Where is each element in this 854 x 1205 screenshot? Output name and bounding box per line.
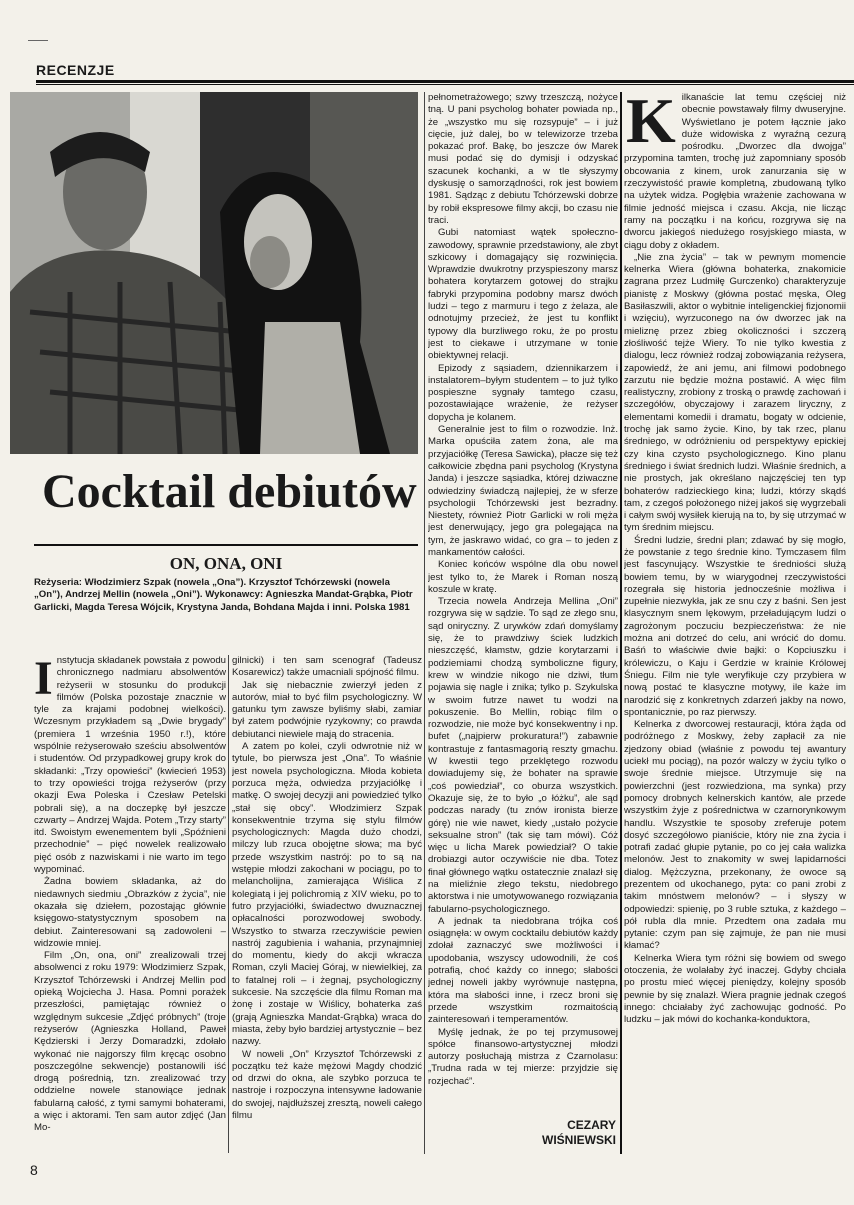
article-column-3: [428, 92, 618, 1132]
column-divider: [228, 655, 229, 1153]
paragraph: pełnometrażowego; szwy trzeszczą, nożyce tną. U pani psycholog bohater powiada np., że „wszystko mu się rozsypuje” – i już cięcie, już dalej, bo w telewizorze trzeba pokazać prof. Bakę, bo jeszcze ów Marek musi podać się do dymisji i odzyskać szacunek kochanki, a w tle słyszymy dyskusję o samorządności, rok jest bowiem 1981. Sądząc z debiutu Tchórzewski dobrze by robił ekspresowe filmy akcji, bo czasu nie traci.: [428, 92, 618, 226]
paragraph: Generalnie jest to film o rozwodzie. Inż. Marka opuściła zatem żona, ale ma przyjaciółkę (Teresa Sawicka), płacze się też całkowicie zbędna pani psycholog (Krystyna Janda) i jeszcze sąsiadka, której dziwaczne odwiedziny świadczą najlepiej, że w sferze psychologii Tchórzewski jest bezradny. Niestety, również Piotr Garlicki w roli męża jest denerwujący, jego gra polegająca na tym, że jaskrawo widać, co gra – to jeden z mankamentów całości.: [428, 424, 618, 558]
paragraph: Myślę jednak, że po tej przymusowej spółce finansowo-artystycznej młodzi autorzy posłuchają mistrza z Czarnolasu: „Trudna rada w tej mierze: przyjdzie się rozjechać”.: [428, 1026, 618, 1087]
film-credits: Reżyseria: Włodzimierz Szpak (nowela „Ona”). Krzysztof Tchórzewski (nowela „On”), Andrzej Mellin (nowela „Oni”). Wykonawcy: Agnieszka Mandat-Grąbka, Piotr Garlicki, Magda Teresa Wójcik, Krystyna Janda, Bohdana Majda i inni. Polska 1981: [34, 577, 413, 613]
paragraph: „Nie zna życia” – tak w pewnym momencie kelnerka Wiera (główna bohaterka, znakomicie zagrana przez Ludmiłę Gurczenko) charakteryzuje pianistę z Moskwy (główna postać męska, Oleg Basiłaszwili, aktor o wybitnie inteligenckiej fizjonomii i wzięciu), wyrzuconego na ów dworzec jak na mieliznę przez zbieg okoliczności i szczerą złośliwość tejże Wiery. To nie tylko kwestia z dialogu, lecz również rodzaj zobowiązania reżysera, zapowiedź, że ani jemu, ani filmowi podobnego zarzutu nie będzie można postawić. A więc film realistyczny, zrobiony z troską o prawdę zachowań i szczegółów, obyczajowy i zarazem liryczny, z elementami komedii i dramatu, bogaty w odcienie, trochę jak samo życie. Kino, by tak rzec, planu średniego, w odróżnieniu od perspektywy epickiej czy kina czysto psychologicznego. Kino planu średniego i świat średnich ludzi. Właśnie średnich, a nie prostych, jak określano najczęściej ten typ bohaterów radzieckiego kina; ludzi, którzy skądś tam, z czegoś położonego niżej jakoś się wygrzebali i całym swój wysiłek kierują na to, by się utrzymać w tym średnim miejscu.: [624, 251, 846, 534]
paragraph: Średni ludzie, średni plan; zdawać by się mogło, że powstanie z tego średnie kino. Tymczasem film jest fascynujący. Wszystkie te średniości służą bowiem temu, by w wiarygodnej rzeczywistości rozegrała się historia jednocześnie możliwa i zupełnie niezwykła, jak ze snu czy z baśni. Sen jest klasycznym snem lękowym, przeładującym ludzi o zagrożonym poczuciu bezpieczeństwa: że nie można ani dotrzeć do celu, ani wrócić do domu. Baśń to właściwie dwie bajki: o Kopciuszku i królewiczu, o Kaju i Gerdzie w krainie Królowej Śniegu. Film nie tyle weryfikuje czy przybiera w nową postać te klasyczne motywy, ile każe im narodzić się z konkretnych zdarzeń jakby na nowo, spontanicznie, po raz pierwszy.: [624, 534, 846, 718]
paragraph: A zatem po kolei, czyli odwrotnie niż w tytule, bo pierwsza jest „Ona”. To właśnie jest nowela psychologiczna. Młoda kobieta porzuca męża, odwiedza przyjaciółkę i matkę. O swojej decyzji ani powiedzieć tylko „stał się obcy”. Włodzimierz Szpak konsekwentnie trzyma się stylu filmów psychologicznych: Magda dużo chodzi, milczy lub rzuca obojętne słowa; ma być przede wszystkim nastrój: po to są na wstępie młodzi zakochani w pociągu, po to melancholijna, zamierająca Wiślica z kolegiatą i jej polichromią z XIV wieku, po to futro przyjaciółki, świadectwo dwuznacznej opłacalności porozwodowej swobody. Wszystko to stwarza rzeczywiście pewien nastrój zagubienia i wahania, przynajmniej do momentu, kiedy do akcji wkracza Roman, czyli Maciej Góraj, w niewielkiej, za to fatalnej roli – i żegnaj, psychologiczny sukcesie. Na szczęście dla filmu Roman ma żonę i zostaje w Wiślicy, bohaterka zaś (grają Agnieszka Mandat-Grąbka) wraca do miasta, żeby było bardziej artystycznie – bez nazwy.: [232, 741, 422, 1048]
dropcap: I: [34, 655, 53, 705]
paragraph: Jak się niebacznie zwierzył jeden z autorów, miał to być film psychologiczny. W gatunku tym zawsze byliśmy słabi, zamiar był zatem podwójnie ryzykowny; co prawda debiutanci niewiele mają do stracenia.: [232, 679, 422, 740]
paragraph: gilnicki) i ten sam scenograf (Tadeusz Kosarewicz) także umacniali spójność filmu.: [232, 655, 422, 679]
paragraph: Kelnerka Wiera tym różni się bowiem od swego otoczenia, że wolałaby żyć inaczej. Gdyby chciała po prostu mieć więcej pieniędzy, kolejny sposób pewnie by się znalazł. Wiera pragnie jednak czegoś innego: chciałaby żyć zachowując godność. Po ludzku – jak mówi do kochanka-konduktora,: [624, 952, 846, 1026]
article-column-1: [34, 655, 226, 1153]
film-still-photo: [10, 92, 418, 454]
title-rule: [34, 544, 418, 546]
paragraph: [34, 655, 226, 876]
second-review-column: [624, 92, 846, 1154]
paragraph: Żadna bowiem składanka, aż do niedawnych siedmiu „Obrazków z życia”, nie okazała się dziełem, pozostając głównie księgowo-statystycznym sposobem na debiut. Zainteresowani są zadowoleni – widzowie mniej.: [34, 876, 226, 949]
paragraph-text: ilkanaście lat temu częściej niż obecnie powstawały filmy dwuseryjne. Wyświetlano je potem łącznie jako duże widowiska z wyraźną cezurą pośrodku. „Dworzec dla dwojga” przypomina tamten, trochę już zapomniany sposób obcowania z kinem, urok zanurzania się w rzeczywistość prawie kompletną, zbudowaną tylko na użytek widza. Pogłębia wrażenie zachowana w filmie jedność miejsca i czasu. Akcja, nie licząc ramy na początku i na końcu, rozgrywa się na dworcu jakiegoś niedużego rosyjskiego miasta, w ciągu doby z okładem.: [624, 92, 846, 251]
photo-couple-icon: [10, 92, 418, 454]
paragraph-text: nstytucja składanek powstała z powodu chronicznego nadmiaru absolwentów reżyserii w stosunku do produkcji filmów (Polska pozostaje znacznie w tyle za krajami podobnej wielkości). Wczesnym przykładem są „Dwie brygady” (premiera 1 września 1950 r.!), które wspólnie reżyserowało sześciu absolwentów i studentów. Od przypadkowej grupy krok do składanki: „Trzy opowieści” (kwiecień 1953) to trzy opowieści trojga reżyserów (przy okazji Ewa Poleska i Czesław Petelski pobrali się), a na doczepkę był jeszcze czwarty – Andrzej Wajda. Potem „Trzy starty” itd. Swoistym ewenementem byli „Spóźnieni przechodnie” – pięć nowelek realizowało pięć osób z nazwiskami i nie warto im tego wypominać.: [34, 655, 226, 876]
article-column-2: [232, 655, 422, 1153]
review-divider: [620, 92, 622, 1154]
column-divider: [424, 92, 425, 1154]
paragraph: Film „On, ona, oni” zrealizowali trzej absolwenci z roku 1979: Włodzimierz Szpak, Krzysztof Tchórzewski i Andrzej Mellin pod opieką Wojciecha J. Hasa. Pomni porażek przeszłości, pamiętając również o względnym sukcesie „Zdjęć próbnych” (troje reżyserów (Agnieszka Holland, Paweł Kędzierski i Jerzy Domaradzki, zdołało wykonać nie najgorszy film kręcąc osobno poszczególne sekwencje) postanowili iść drogą pośrednią, tzn. zrealizować trzy oddzielne nowele stanowiące jednak fabularną całość, z tymi samymi bohaterami, a więc i aktorami. Ten sam autor zdjęć (Jan Mo-: [34, 950, 226, 1134]
paragraph: W noweli „On” Krzysztof Tchórzewski z początku też każe mężowi Magdy chodzić od drzwi do okna, ale szybko porzuca te nastroje i rozpoczyna intensywne ładowanie do swojej, najdłuższej zresztą, noweli całego filmu: [232, 1048, 422, 1121]
paragraph: Gubi natomiast wątek społeczno-zawodowy, sprawnie przedstawiony, ale zbyt szkicowy i domagający się rozwinięcia. Wprawdzie dwukrotny przyspieszony marsz bohatera korytarzem gotowej do strajku fabryki przypomina podobny marsz dwóch ludzi – tego z marmuru i tego z żelaza, ale odnotujmy przecież, że jest tu konflikt typowy dla burzliwego roku, że po prostu jest to ciekawe i utrzymane w tonie obiektywnej relacji.: [428, 227, 618, 362]
paragraph: [624, 92, 846, 252]
section-label: RECENZJE: [36, 62, 115, 78]
article-title: Cocktail debiutów: [42, 465, 417, 518]
header-rule: [36, 80, 854, 83]
page-number: 8: [30, 1162, 38, 1178]
author-byline: CEZARY WIŚNIEWSKI: [542, 1118, 616, 1147]
film-title: ON, ONA, ONI: [169, 554, 283, 573]
paragraph: Koniec końców wspólne dla obu nowel jest tylko to, że Marek i Roman noszą koszule w kratę.: [428, 559, 618, 595]
top-margin-mark: [28, 40, 48, 41]
dropcap: K: [626, 92, 676, 156]
header-rule-thin: [36, 84, 854, 85]
paragraph: A jednak ta niedobrana trójka coś osiągnęła: w owym cocktailu debiutów każdy zdołał zaznaczyć swe możliwości i upodobania, wszyscy udowodnili, że coś potrafią, choć każdy co innego; słabości jednej noweli jakby wyrównuje następna, która ma słabości inne, i rzecz broni się przede wszystkim rozmaitością zainteresowań i temperamentów.: [428, 915, 618, 1026]
paragraph: Epizody z sąsiadem, dziennikarzem i instalatorem–byłym studentem – to już tylko pospieszne sygnały tamtego czasu, pozostawiające wrażenie, że reżyser dopycha je kolanem.: [428, 362, 618, 423]
paragraph: Trzecia nowela Andrzeja Mellina „Oni” rozgrywa się w sądzie. To sąd ze złego snu, sąd oniryczny. Z urywków zdań domyślamy się, że to prawdziwy ściek ludzkich nieszczęść, kłamstw, gdzie korytarzami i podziemiami chodzą symboliczne figury, krew w windzie nikogo nie dziwi, tłum pojawia się nagle i znika; tylko p. Szykulska w swoim futrze nawet tu wodzi na pokuszenie. Bo Mellin, robiąc film o rozwodzie, nie może być konsekwentny i np. bufet („najpierw prokuratura!”) zabawnie kontrastuje z fantasmagorią reszty gmachu. W kwestii tego przeklętego rozwodu dowiadujemy się, że bohater na sprawie „coś powiedział”, co oburza wszystkich. Okazuje się, że to było „o łóżku”, ale sąd podczas narady (tu znów ironista bierze górę) nie wie nawet, kiedy „ustało pożycie seksualne stron” (tak się tam mówi). Cóż więc u licha Marek powiedział? O takie drobiazgi autor oczywiście nie dba. Totez finał głównego wątku ostatecznie znalazł się na mieliźnie złego tekstu, niedobrego aktorstwa i nie umotywowanego rozwiązania fabularno-psychologicznego.: [428, 596, 618, 915]
paragraph: Kelnerka z dworcowej restauracji, która żąda od podróżnego z Moskwy, żeby zapłacił za nie zjedzony obiad (właśnie z powodu tej awantury uciekł mu pociąg), na pozór walczy w życiu tylko o swoje średnie miejsce. Utrzymuje się na powierzchni (jest rozwiedziona, ma synka) przy pomocy drobnych kelnerskich kantów, ale przede wszystkim żyje z pośrednictwa w czarnorynkowym handlu. Wszystkie te sposoby zreferuje potem dosyć szczegółowo pianiście, który nie zna życia i potrafi zadać głupie pytanie, po co jej cała walizka melonów. Jest to znakomity w swej lapidarności dialog. Mężczyzna, przekonany, że owoce są prezentem od ukochanego, pyta: co pani zrobi z takim mnóstwem melonów? – i słyszy w odpowiedzi: spienię, po 3 ruble sztuka, z każdego – pół rubla dla mnie. Przedtem ona zadała mu pytanie: czym pan się zajmuje, że pan nie musi kłamać?: [624, 719, 846, 952]
